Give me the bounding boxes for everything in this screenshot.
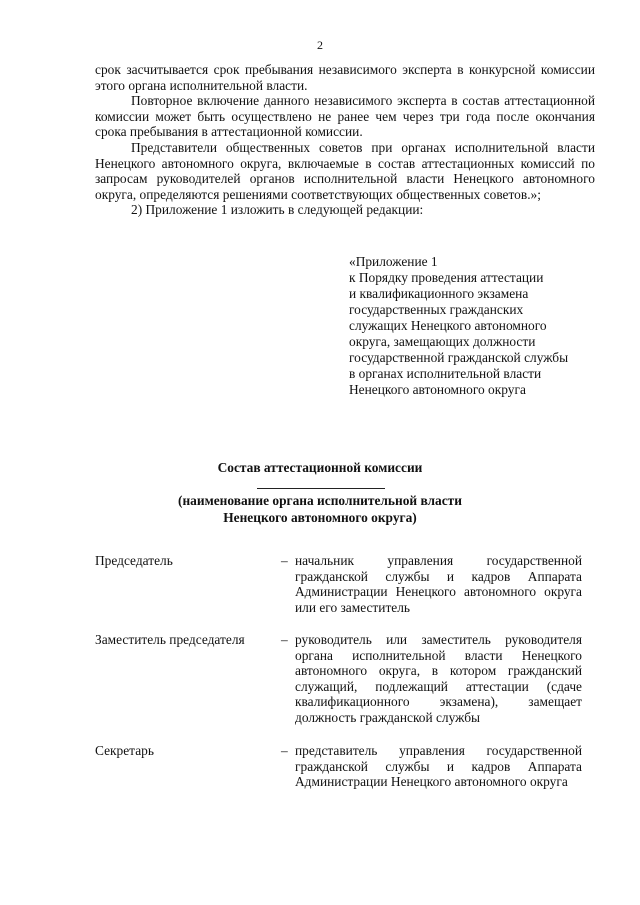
member-role: Заместитель председателя	[95, 632, 245, 647]
appendix-line: государственной гражданской службы	[349, 350, 569, 365]
member-description: руководитель или заместитель руководителя органа исполнительной власти Ненецкого автономного округа, в котором гражданский служащий, подлежащий аттестации (сдаче квалификационного экзамена), замещает должность гражданской службы	[295, 632, 582, 725]
member-role: Секретарь	[95, 743, 154, 758]
member-role: Председатель	[95, 553, 173, 568]
member-dash: –	[281, 553, 288, 568]
paragraph: Представители общественных советов при органах исполнительной власти Ненецкого автономного округа, включаемые в состав аттестационных комиссий по запросам руководителей органов исполнительной власти Ненецкого автономного округа, определяются решениями соответствующих общественных советов.»;	[95, 139, 595, 202]
page-number: 2	[317, 38, 323, 52]
member-description: начальник управления государственной гражданской службы и кадров Аппарата Администрации Ненецкого автономного округа или его заместитель	[295, 553, 582, 615]
appendix-line: в органах исполнительной власти	[349, 366, 542, 381]
appendix-line: округа, замещающих должности	[349, 334, 536, 349]
commission-title: Состав аттестационной комиссии	[217, 460, 423, 475]
paragraph: 2) Приложение 1 изложить в следующей редакции:	[131, 202, 424, 218]
blank-line	[257, 488, 385, 489]
subtitle-line: Ненецкого автономного округа)	[223, 510, 417, 525]
member-dash: –	[281, 632, 288, 647]
commission-subtitle	[0, 492, 640, 526]
subtitle-line: (наименование органа исполнительной власти	[178, 493, 462, 508]
member-dash: –	[281, 743, 288, 758]
paragraph: Повторное включение данного независимого эксперта в состав аттестационной комиссии может быть осуществлено не ранее чем через три года после окончания срока пребывания в аттестационной комиссии.	[95, 93, 595, 140]
appendix-line: государственных гражданских	[349, 302, 524, 317]
appendix-header	[349, 254, 599, 398]
appendix-line: и квалификационного экзамена	[349, 286, 529, 301]
appendix-line: к Порядку проведения аттестации	[349, 270, 544, 285]
appendix-line: Ненецкого автономного округа	[349, 382, 526, 397]
appendix-line: «Приложение 1	[349, 254, 438, 269]
member-description: представитель управления государственной гражданской службы и кадров Аппарата Администрации Ненецкого автономного округа	[295, 743, 582, 790]
appendix-line: служащих Ненецкого автономного	[349, 318, 547, 333]
body-text	[95, 62, 595, 218]
paragraph: срок засчитывается срок пребывания независимого эксперта в конкурсной комиссии этого органа исполнительной власти.	[95, 62, 595, 93]
